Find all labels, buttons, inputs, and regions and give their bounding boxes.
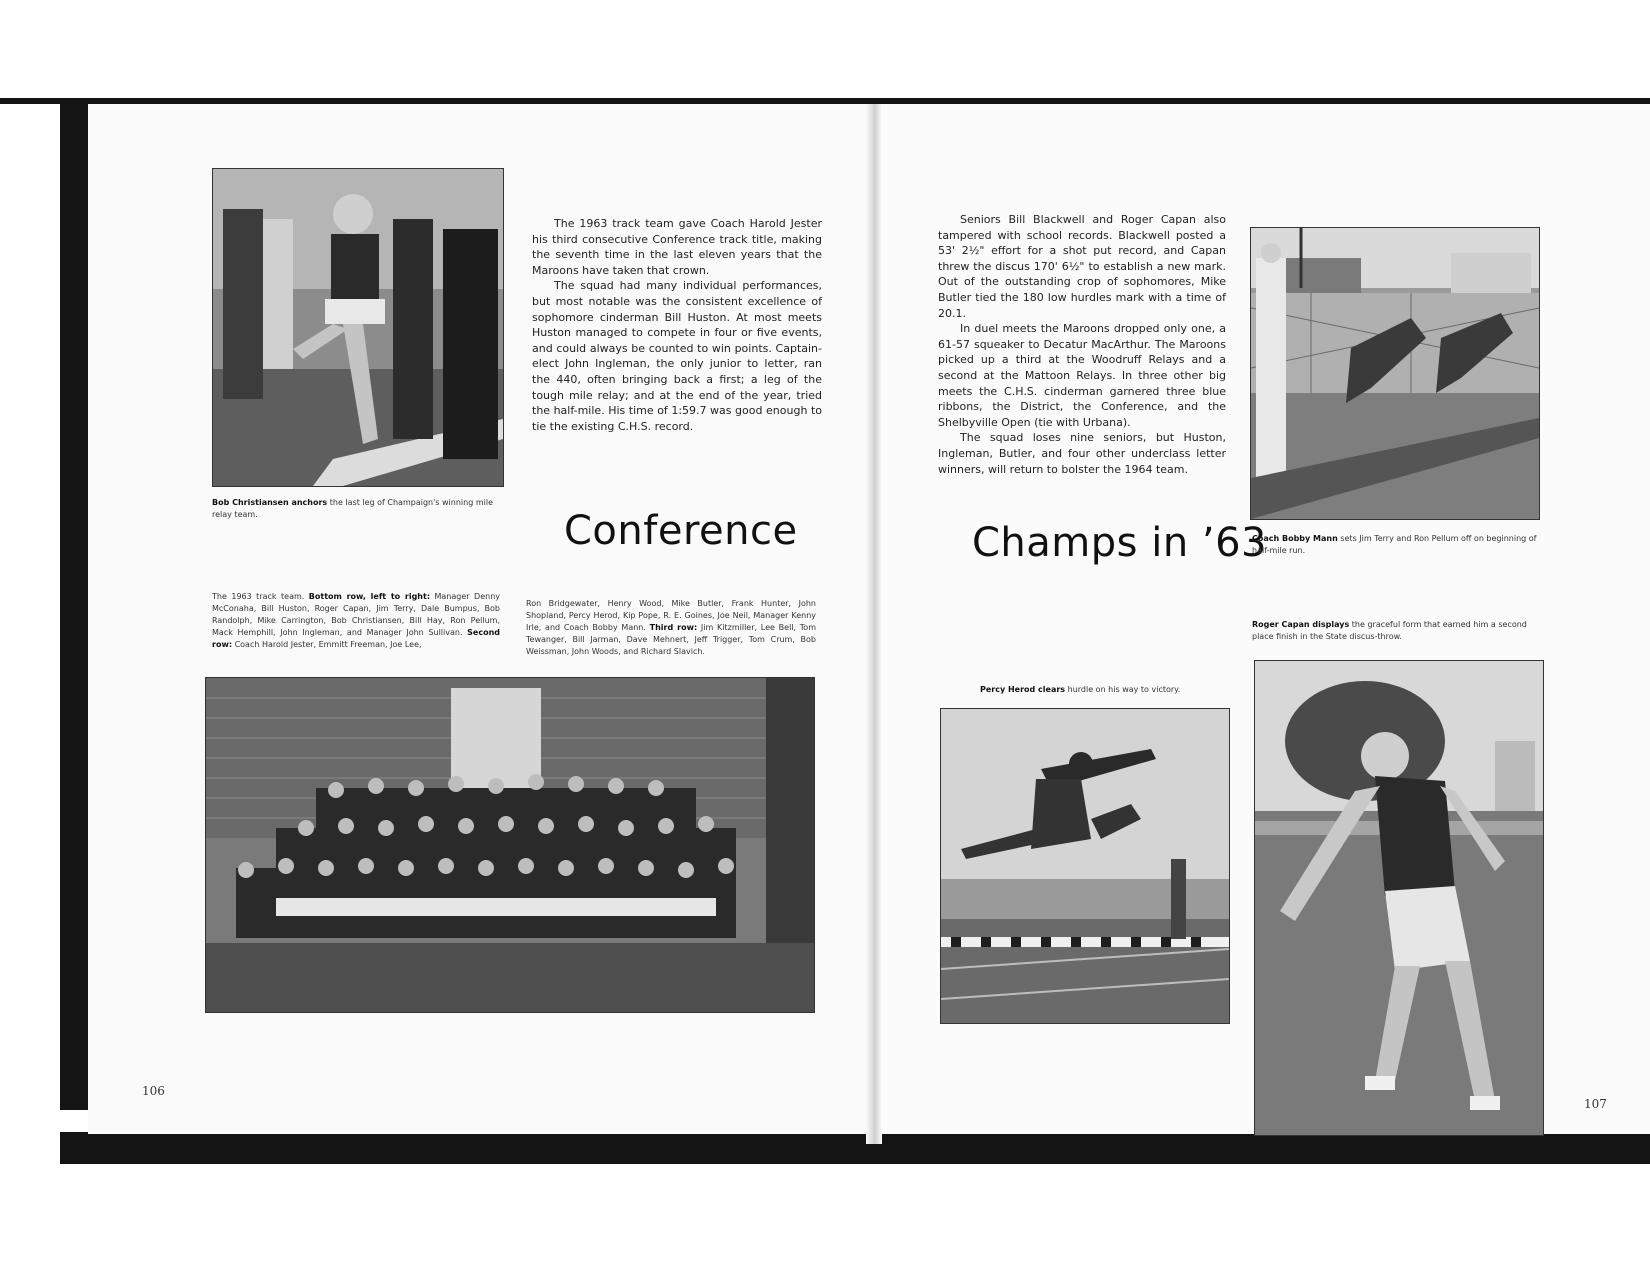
discus-photo-caption — [1252, 619, 1542, 643]
hurdle-photo-caption — [980, 684, 1200, 696]
team-caption-third-row-label: Third row: — [649, 623, 698, 632]
team-caption-bottom-row: Manager Denny McConaha, Bill Huston, Roger Capan, Jim Terry, Dale Bumpus, Bob Randolph, Mike Carrington, Bob Christiansen, Bill Hay, Ron Pellum, Mack Hemphill, John Ingleman, and Manager John Sullivan. — [212, 592, 501, 637]
heading-champs-in-63: Champs in ’63 — [972, 520, 1267, 566]
left-page-number: 106 — [142, 1084, 165, 1098]
left-story-paragraph-2: The squad had many individual performances, but most notable was the consistent excellence of sophomore cinderman Bill Huston. At most meets Huston managed to compete in four or five events, and could always be counted to win points. Captain-elect John Ingleman, the only junior to letter, ran the 440, often bringing back a first; a leg of the tough mile relay; and at the end of the year, tried the half-mile. His time of 1:59.7 was good enough to tie the existing C.H.S. record. — [532, 279, 822, 433]
start-photo-caption — [1252, 533, 1542, 557]
photo-start — [1250, 227, 1540, 520]
photo-discus — [1254, 660, 1544, 1136]
left-story — [532, 216, 822, 434]
relay-caption-text: the last leg of Champaign's winning mile relay team. — [212, 498, 493, 519]
hurdle-caption-text: hurdle on his way to victory. — [1065, 685, 1181, 694]
team-caption-col-1 — [212, 591, 500, 651]
runner-photo-icon — [213, 169, 503, 486]
discus-photo-icon — [1255, 661, 1543, 1135]
team-caption-intro: The 1963 track team. — [212, 592, 309, 601]
start-caption-text: sets Jim Terry and Ron Pellum off on beginning of half-mile run. — [1252, 534, 1537, 555]
team-caption-third-row: Jim Kitzmiller, Lee Bell, Tom Tewanger, Bill Jarman, Dave Mehnert, Jeff Trigger, Tom Crum, Bob Weissman, John Woods, and Richard Slavich. — [526, 623, 816, 656]
right-story-paragraph-3: The squad loses nine seniors, but Huston, Ingleman, Butler, and four other underclass letter winners, will return to bolster the 1964 team. — [938, 431, 1226, 476]
book-gutter — [866, 104, 882, 1144]
relay-photo-caption — [212, 497, 502, 521]
discus-caption-text: the graceful form that earned him a second place finish in the State discus-throw. — [1252, 620, 1527, 641]
discus-caption-bold: Roger Capan displays — [1252, 620, 1350, 629]
start-caption-bold: Coach Bobby Mann — [1252, 534, 1338, 543]
start-photo-icon — [1251, 228, 1539, 519]
photo-hurdle — [940, 708, 1230, 1024]
team-caption-second-row-cont: Ron Bridgewater, Henry Wood, Mike Butler, Frank Hunter, John Shopland, Percy Herod, Kip Pope, R. E. Goines, Joe Neil, Manager Kenny Irle, and Coach Bobby Mann. — [526, 599, 816, 632]
left-story-paragraph-1: The 1963 track team gave Coach Harold Jester his third consecutive Conference track title, making the seventh time in the last eleven years that the Maroons have taken that crown. — [532, 217, 822, 277]
right-story-paragraph-1: Seniors Bill Blackwell and Roger Capan also tampered with school records. Blackwell posted a 53' 2½" effort for a shot put record, and Capan threw the discus 170' 6½" to establish a new mark. Out of the outstanding crop of sophomores, Mike Butler tied the 180 low hurdles mark with a time of 20.1. — [938, 213, 1226, 320]
relay-caption-bold: Bob Christiansen anchors — [212, 498, 328, 507]
team-caption-bottom-row-label: Bottom row, left to right: — [308, 592, 431, 601]
team-caption-second-row-label: Second row: — [212, 628, 500, 649]
hurdle-caption-bold: Percy Herod clears — [980, 685, 1066, 694]
hurdle-photo-icon — [941, 709, 1229, 1023]
right-page-number: 107 — [1584, 1097, 1607, 1111]
right-story-paragraph-2: In duel meets the Maroons dropped only one, a 61-57 squeaker to Decatur MacArthur. The Maroons picked up a third at the Woodruff Relays and a second at the Mattoon Relays. In three other big meets the C.H.S. cinderman garnered three blue ribbons, the District, the Conference, and the Shelbyville Open (tie with Urbana). — [938, 322, 1226, 429]
photo-team — [205, 677, 815, 1013]
scan-left-edge — [60, 100, 90, 1110]
heading-conference: Conference — [564, 508, 798, 554]
right-story — [938, 212, 1226, 477]
scan-bottom-edge — [60, 1132, 1650, 1164]
team-caption-second-row: Coach Harold Jester, Emmitt Freeman, Joe Lee, — [232, 640, 422, 649]
photo-relay-runner — [212, 168, 504, 487]
team-caption-col-2 — [526, 598, 816, 658]
team-photo-icon — [206, 678, 814, 1012]
